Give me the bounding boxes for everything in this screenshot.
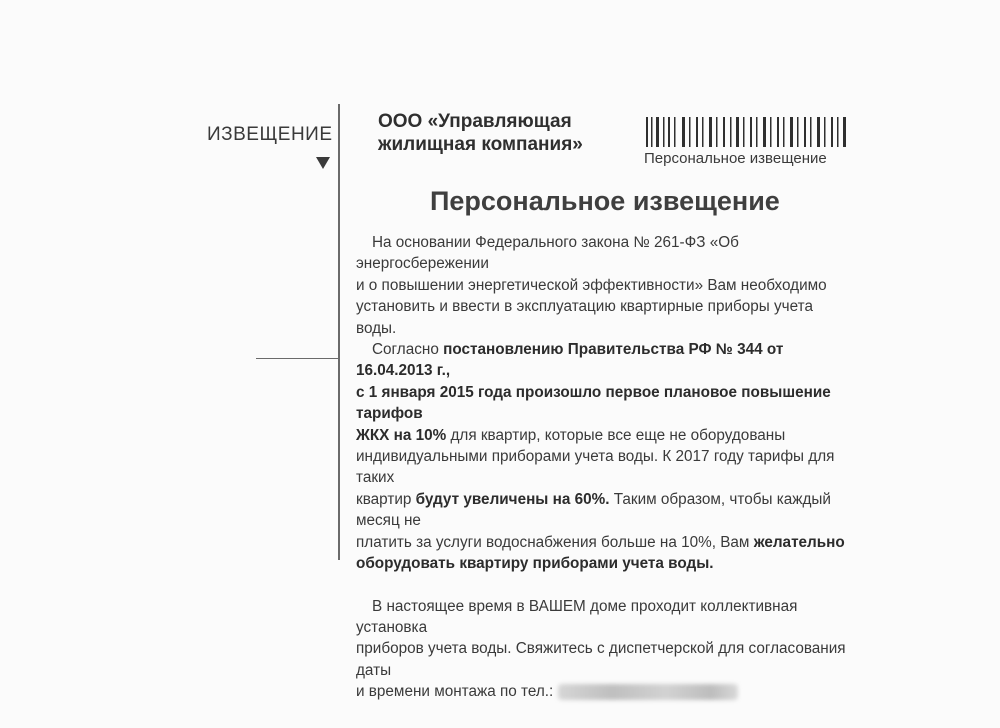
paragraph1-line2: и о повышении энергетической эффективности» Вам необходимо <box>356 276 827 294</box>
paragraph2-bold4: будут увеличены на 60%. <box>415 490 610 508</box>
paragraph3-line3 <box>356 681 846 702</box>
paragraph2-line5 <box>356 489 846 532</box>
paragraph2-text5: Таким образом, чтобы каждый месяц не <box>356 490 831 530</box>
paragraph2-bold2: с 1 января 2015 года произошло первое плановое повышение тарифов <box>356 383 831 423</box>
triangle-down-icon <box>316 157 330 169</box>
paragraph2-bold3: ЖКХ на 10% <box>356 426 447 444</box>
barcode-caption: Персональное извещение <box>644 150 827 167</box>
paragraph2-bold6: оборудовать квартиру приборами учета воды. <box>356 555 714 573</box>
paragraph2-text2: для квартир, которые все еще не оборудованы <box>446 426 786 444</box>
paragraph2-bold1: постановлению Правительства РФ № 344 от 16.04.2013 г., <box>356 341 784 380</box>
vertical-divider <box>338 104 340 560</box>
paragraph2-line2 <box>356 382 846 425</box>
company-name-line2: жилищная компания» <box>378 134 583 155</box>
paragraph2-line6 <box>356 532 846 553</box>
paragraph2-line7 <box>356 553 846 574</box>
paragraph-gap <box>356 575 846 596</box>
paragraph1-line3: установить и ввести в эксплуатацию квартирные приборы учета воды. <box>356 298 813 337</box>
notice-body <box>356 232 846 703</box>
redacted-phone <box>558 684 738 700</box>
paragraph2-line4: индивидуальными приборами учета воды. К 2017 году тарифы для таких <box>356 448 835 487</box>
paragraph3-line2: приборов учета воды. Свяжитесь с диспетчерской для согласования даты <box>356 640 846 679</box>
barcode-icon <box>646 117 846 147</box>
paragraph2-text4: квартир <box>356 490 416 508</box>
paragraph2-line3 <box>356 425 846 446</box>
company-name <box>378 110 583 156</box>
paragraph1-line1: На основании Федерального закона № 261-ФЗ «Об энергосбережении <box>356 234 739 273</box>
stub-label: ИЗВЕЩЕНИЕ <box>207 124 333 145</box>
company-name-line1: ООО «Управляющая <box>378 111 572 132</box>
paragraph3-line1: В настоящее время в ВАШЕМ доме проходит коллективная установка <box>356 597 798 636</box>
paragraph2-text1: Согласно <box>372 341 444 359</box>
horizontal-divider <box>256 358 340 359</box>
paragraph2-bold5: желательно <box>753 533 845 551</box>
paragraph2-line1 <box>356 339 846 382</box>
page-title: Персональное извещение <box>430 186 780 216</box>
paragraph2-text6: платить за услуги водоснабжения больше на 10%, Вам <box>356 533 754 551</box>
phone-label: и времени монтажа по тел.: <box>356 683 554 701</box>
